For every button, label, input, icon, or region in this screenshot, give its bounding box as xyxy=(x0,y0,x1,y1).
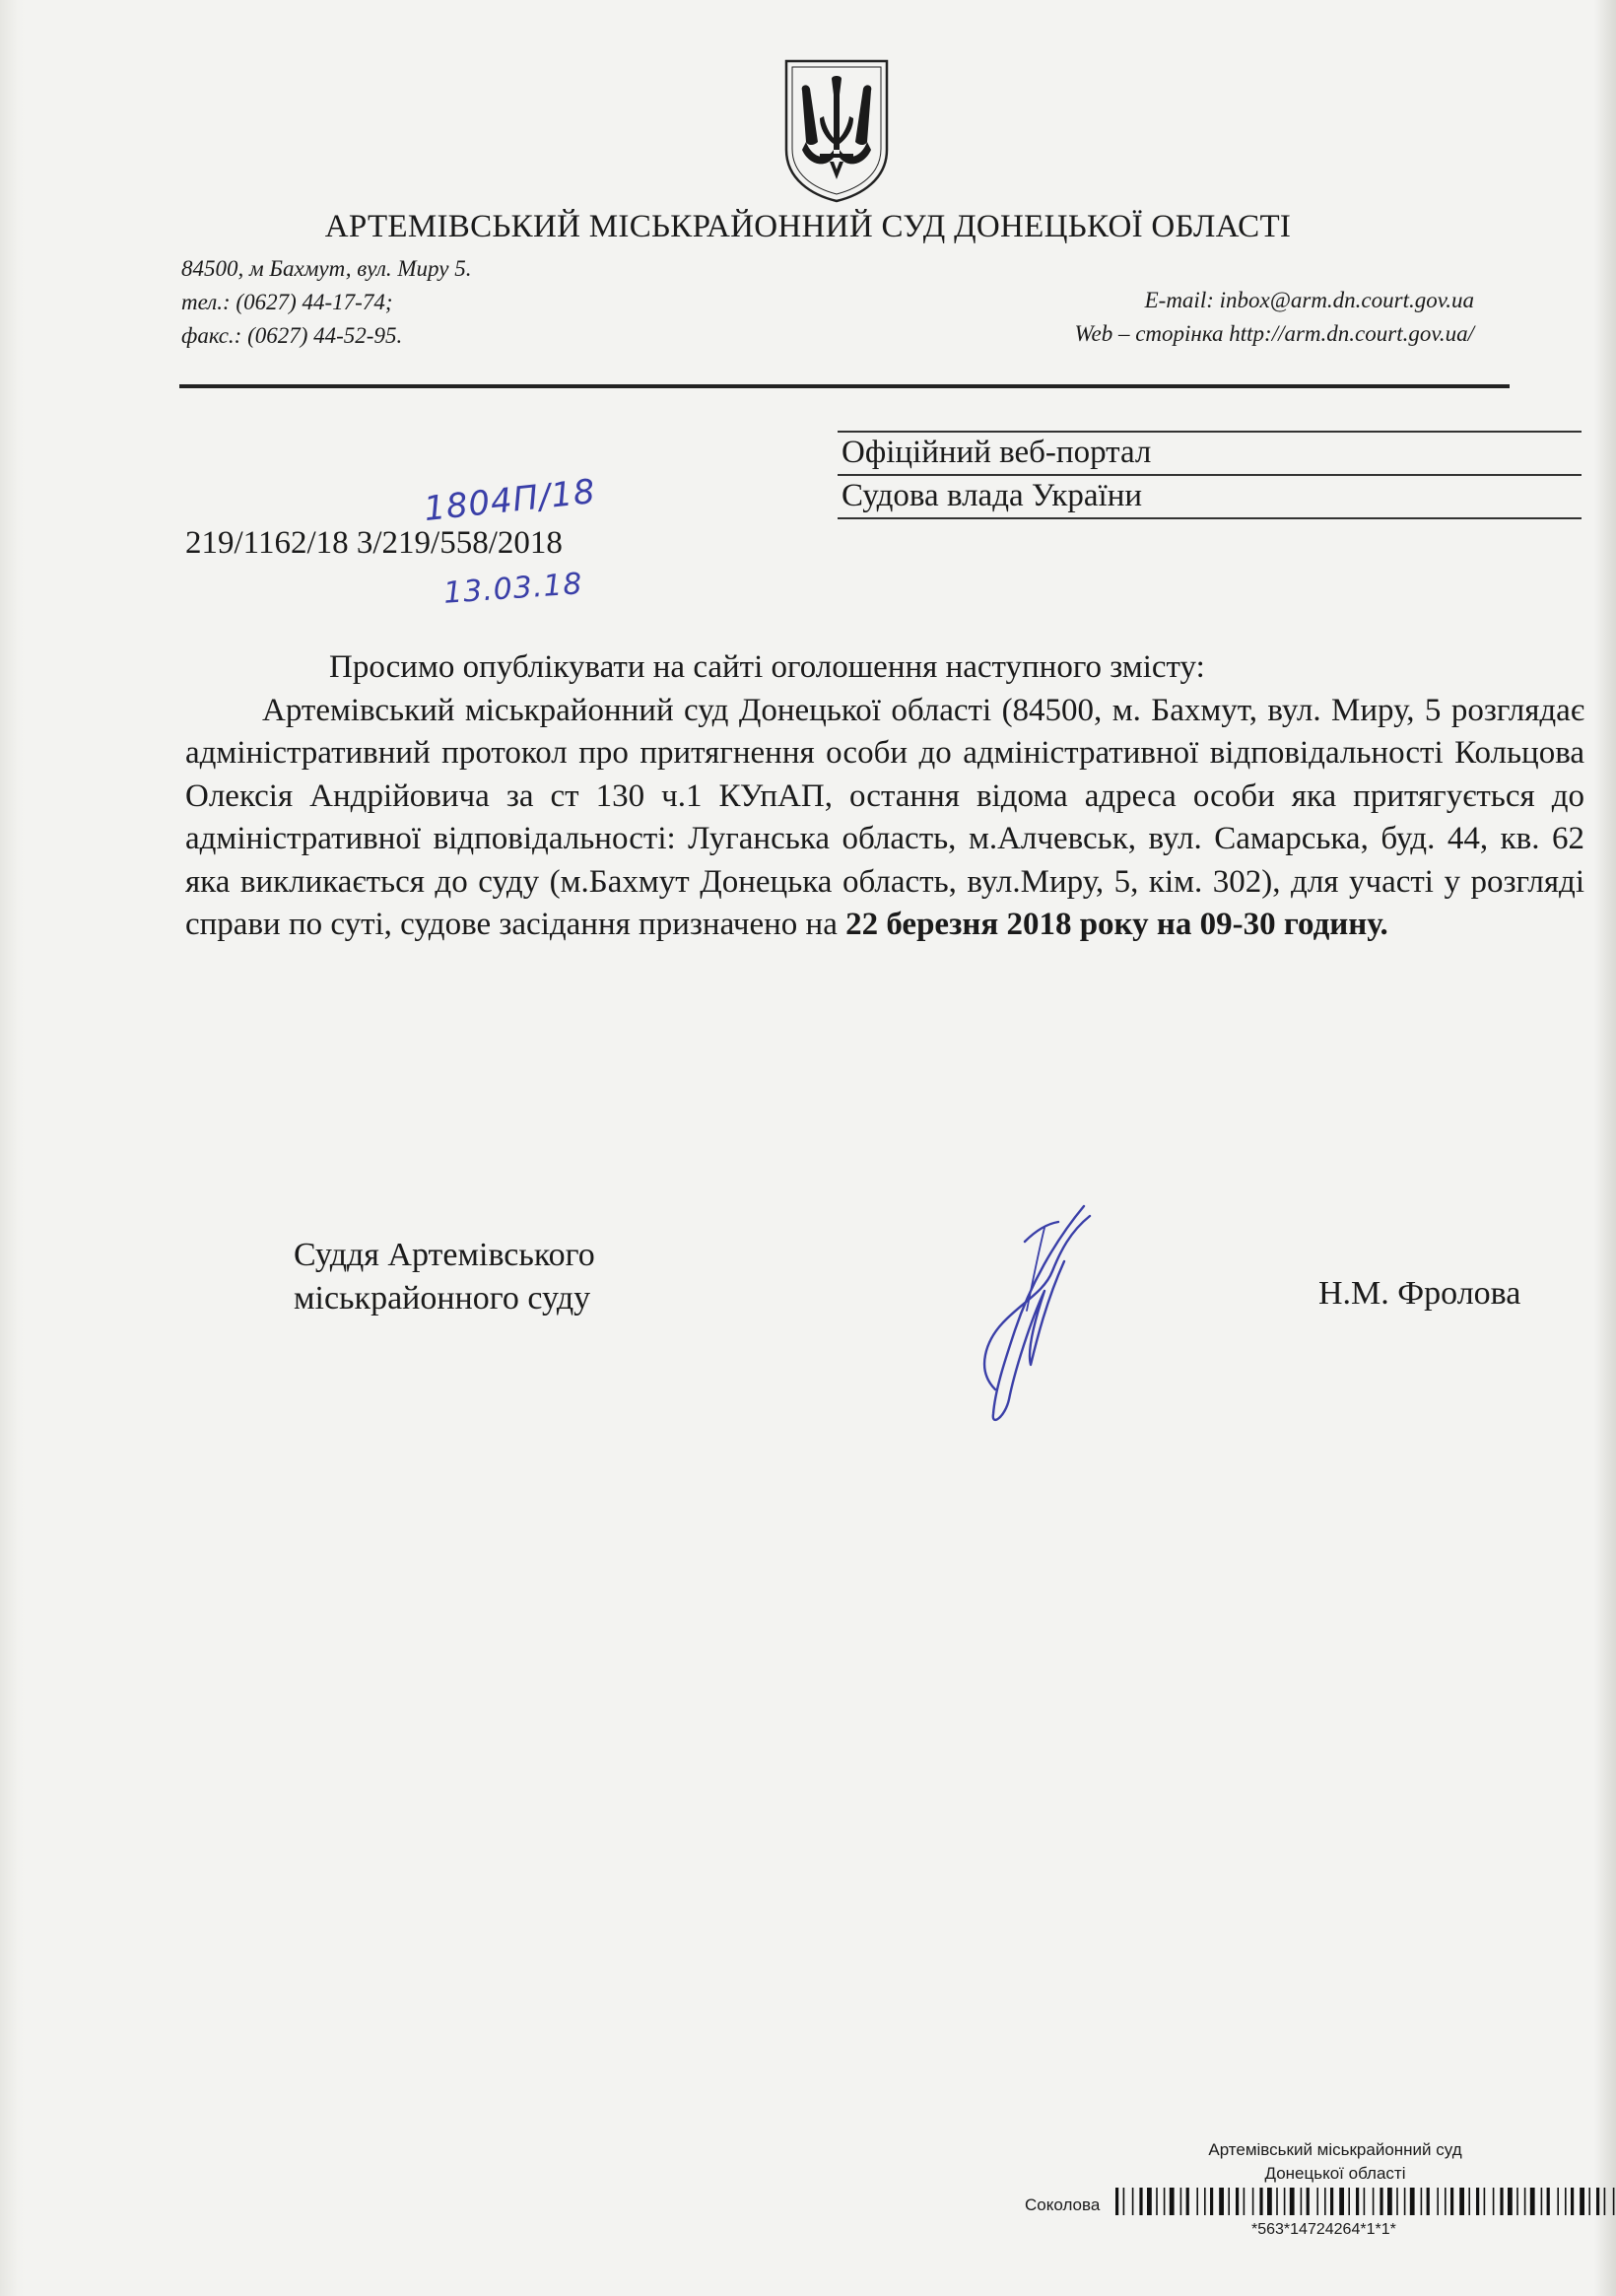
registration-clerk: Соколова xyxy=(1025,2195,1101,2214)
addressee-line-1: Офіційний веб-портал xyxy=(838,431,1582,476)
registration-court-line-2: Донецької області xyxy=(1264,2164,1406,2183)
paper-edge-right xyxy=(1594,0,1616,2296)
signature-icon xyxy=(936,1192,1113,1429)
coat-of-arms-icon xyxy=(780,55,893,205)
contact-block-left xyxy=(181,252,471,353)
registration-stamp xyxy=(1025,2138,1596,2286)
court-fax: факс.: (0627) 44-52-95. xyxy=(181,323,403,348)
publication-request: Просимо опублікувати на сайті оголошення наступного змісту: xyxy=(329,649,1205,685)
addressee-line-2: Судова влада України xyxy=(838,476,1582,519)
addressee-block xyxy=(838,431,1582,519)
handwritten-registration-number: 1804П/18 xyxy=(422,471,598,530)
paper-edge-left xyxy=(0,0,26,2296)
court-name-heading: АРТЕМІВСЬКИЙ МІСЬКРАЙОННИЙ СУД ДОНЕЦЬКОЇ ОБЛАСТІ xyxy=(324,209,1292,244)
letter-body xyxy=(185,646,1584,947)
registration-code: *563*14724264*1*1* xyxy=(1251,2221,1396,2238)
signatory-title-line-2: міськрайонного суду xyxy=(294,1280,591,1317)
signatory-title xyxy=(294,1234,595,1320)
announcement-main: Артемівський міськрайонний суд Донецької області (84500, м. Бахмут, вул. Миру, 5 розглядає адміністративний протокол про притягнення особи до адміністративної відповідальності Кольцова Олексія Андрійовича за ст 130 ч.1 КУпАП, остання відома адреса особи яка притягується до адміністративної відповідальності: Луганська область, м.Алчевськ, вул. Самарська, буд. 44, кв. 62 яка викликається до суду (м.Бахмут Донецька область, вул.Миру, 5, кім. 302), для участі у розгляді справи по суті, судове засідання призначено на xyxy=(185,692,1584,942)
signatory-name: Н.М. Фролова xyxy=(1318,1275,1521,1312)
court-address: 84500, м Бахмут, вул. Миру 5. xyxy=(181,256,472,281)
registration-court xyxy=(1074,2138,1596,2186)
letterhead-divider xyxy=(179,384,1510,388)
registration-court-line-1: Артемівський міськрайонний суд xyxy=(1208,2140,1462,2159)
case-reference-numbers: 219/1162/18 3/219/558/2018 xyxy=(185,525,563,561)
contact-block-right xyxy=(887,284,1474,351)
hearing-datetime: 22 березня 2018 року на 09-30 годину. xyxy=(845,907,1388,942)
court-email: E-mail: inbox@arm.dn.court.gov.ua xyxy=(1144,288,1474,312)
signatory-title-line-1: Суддя Артемівського xyxy=(294,1237,595,1273)
barcode-icon xyxy=(1113,2188,1616,2215)
handwritten-date: 13.03.18 xyxy=(441,567,584,611)
announcement-text xyxy=(185,690,1584,947)
court-website: Web – сторінка http://arm.dn.court.gov.ua/ xyxy=(1074,321,1474,346)
court-phone: тел.: (0627) 44-17-74; xyxy=(181,290,393,314)
